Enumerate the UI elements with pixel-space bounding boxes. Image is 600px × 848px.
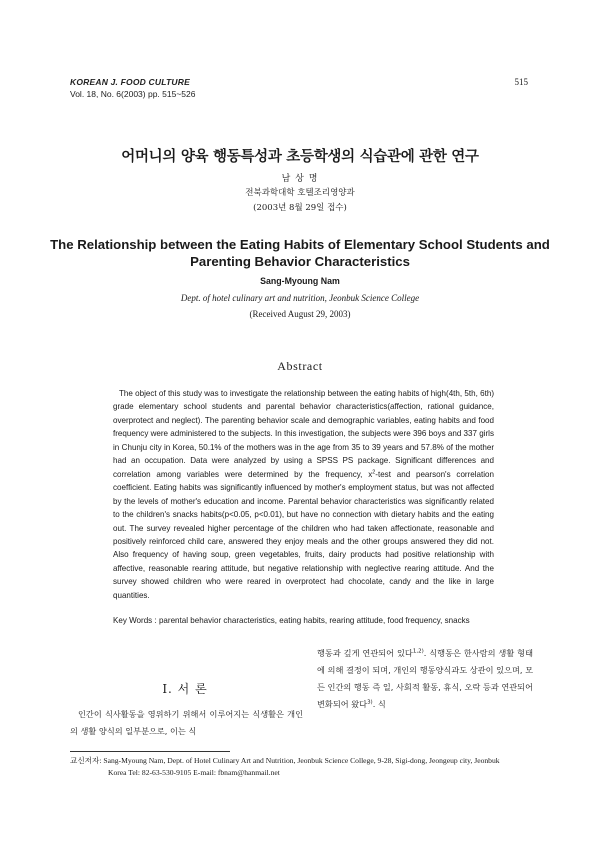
abstract-heading: Abstract	[277, 359, 323, 373]
body-left-column: 인간이 식사활동을 영위하기 위해서 이루어지는 식생활은 개인의 생활 양식의 일부분으로, 이는 식	[70, 709, 303, 736]
body-right-text-2: . 식행동은 한사람의 생활 형태에 의해 결정이 되며, 개인의 행동양식과도 상관이 있으며, 모든 인간의 행동 즉 일, 사회적 활동, 휴식, 오락 등과 연관되어 변화되어 왔다	[317, 648, 533, 709]
body-right-text-1: 행동과 깊게 연관되어 있다	[317, 648, 413, 658]
footnote-line-2: Korea Tel: 82-63-530-9105 E-mail: fbnam@hanmail.net	[108, 768, 280, 777]
keywords-list: parental behavior characteristics, eating habits, rearing attitude, food frequency, snacks	[158, 616, 470, 625]
journal-header	[70, 76, 195, 100]
korean-title: 어머니의 양육 행동특성과 초등학생의 식습관에 관한 연구	[121, 149, 479, 165]
korean-affiliation: 전북과학대학 호텔조리영양과	[245, 188, 355, 198]
english-received-date: (Received August 29, 2003)	[249, 309, 351, 319]
reference-1: 1,2)	[412, 648, 424, 655]
journal-name: KOREAN J. FOOD CULTURE	[70, 77, 190, 87]
section-heading-introduction: I. 서 론	[162, 682, 208, 696]
footnote-divider	[70, 751, 230, 752]
body-right-column	[317, 645, 533, 713]
corresponding-author-footnote	[70, 755, 540, 779]
english-affiliation: Dept. of hotel culinary art and nutrition, Jeonbuk Science College	[180, 293, 420, 303]
abstract-text	[113, 387, 494, 602]
footnote-line-1: 교신저자: Sang-Myoung Nam, Dept. of Hotel Culinary Art and Nutrition, Jeonbuk Science College, 9-28, Sigi-dong, Jeongeup city, Jeonbuk	[70, 756, 500, 765]
volume-info: Vol. 18, No. 6(2003) pp. 515~526	[70, 89, 196, 99]
abstract-text-part1: The object of this study was to investigate the relationship between the eating habits of high(4th, 5th, 6th) grade elementary school students and parental behavior characteristics(affection, rational guidance, overprotect and neglect). The parenting behavior scale and demographic variables, eating habits and food frequency were administered to the subjects. In this investigation, the subjects were 396 boys and 337 girls in Chunju city in Korea, 50.1% of the mothers was in the age from 35 to 39 years and 57.8% of the mother had an occupation. Data were analyzed by using a SPSS PS package. Significant differences and correlation among variables were determined by the frequency, x	[113, 389, 494, 479]
keywords-label: Key Words :	[113, 616, 157, 625]
page-number: 515	[514, 77, 528, 87]
korean-author: 남 상 명	[281, 174, 319, 184]
english-title: The Relationship between the Eating Habits of Elementary School Students and Parenting Behavior Characteristics	[50, 237, 550, 269]
english-author: Sang-Myoung Nam	[260, 276, 340, 286]
body-right-text-3: . 식	[372, 699, 386, 709]
abstract-text-part2: -test and pearson's correlation coefficient. Eating habits was significantly influenced by mother's employment status, but was not affected by the levels of mother's education and income. Parental behavior characteristics was significantly related to the children's snacks habits(p<0.05, p<0.01), but have no connection with dietary habits and the eating out. The survey revealed higher percentage of the children who had taken affectionate, reasonable and positively reinforced child care, answered they enjoy meals and the other groups answered they did not. Also frequency of having soup, green vegetables, fruits, dairy products had positive relationship with affective, reasonable rearing attitude, but negative relationship with neglective rearing attitude. And the survey showed children who were reared in overprotect had chocolate, candy and the like in large quantities.	[113, 469, 494, 600]
korean-received-date: (2003년 8월 29일 접수)	[253, 203, 347, 213]
chi-square-superscript: 2	[372, 469, 376, 476]
reference-2: 3)	[367, 699, 373, 706]
keywords-line	[113, 615, 503, 627]
